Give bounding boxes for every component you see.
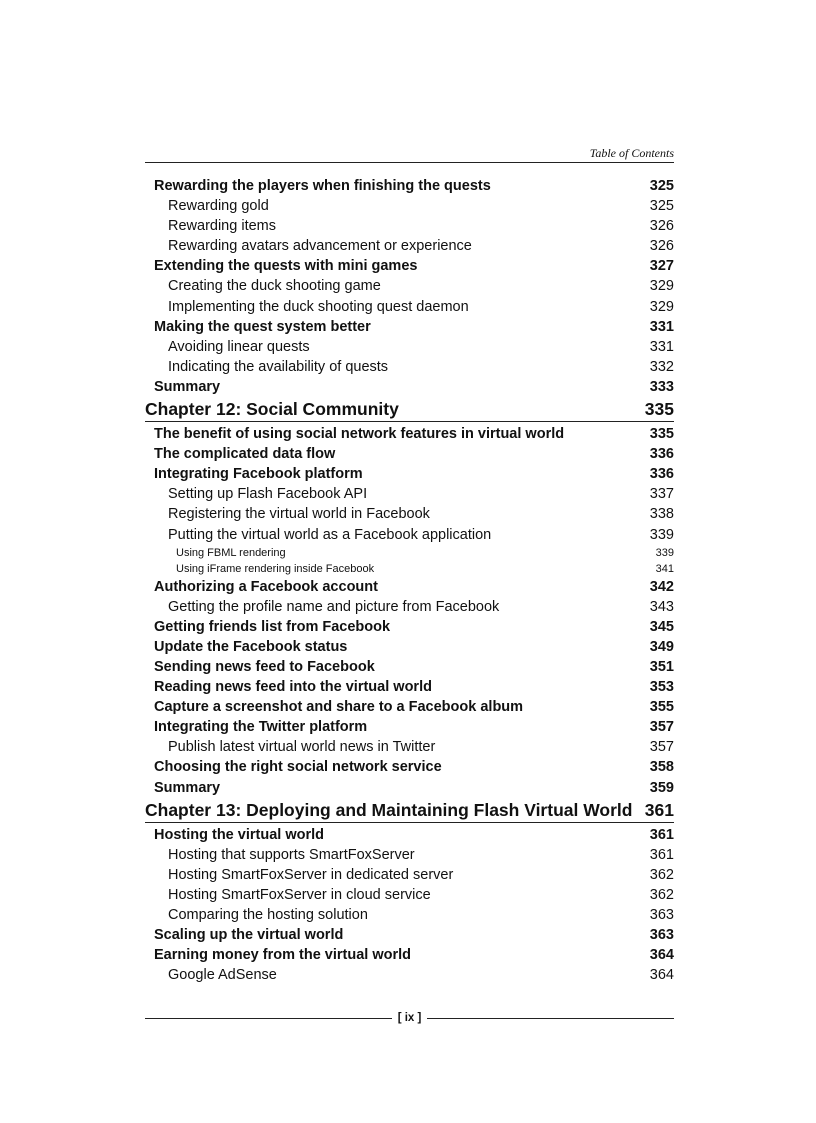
toc-entry-title: Chapter 12: Social Community bbox=[145, 399, 399, 420]
toc-entry-page: 331 bbox=[649, 318, 674, 335]
toc-section[interactable] bbox=[145, 464, 674, 484]
toc-section[interactable] bbox=[145, 317, 674, 337]
toc-subsection[interactable] bbox=[145, 525, 674, 545]
toc-section[interactable] bbox=[145, 444, 674, 464]
toc-entry-page: 357 bbox=[649, 739, 674, 756]
toc-entry-page: 363 bbox=[649, 927, 674, 944]
toc-entry-title: Using iFrame rendering inside Facebook bbox=[176, 562, 375, 575]
toc-entry-page: 332 bbox=[649, 358, 674, 375]
toc-entry-title: Sending news feed to Facebook bbox=[154, 658, 375, 675]
toc-entry-title: Integrating the Twitter platform bbox=[154, 719, 368, 736]
toc-section[interactable] bbox=[145, 697, 674, 717]
running-header: Table of Contents bbox=[589, 146, 674, 160]
toc-section[interactable] bbox=[145, 256, 674, 276]
toc-section[interactable] bbox=[145, 377, 674, 397]
toc-section[interactable] bbox=[145, 717, 674, 737]
toc-entry-title: Avoiding linear quests bbox=[168, 338, 310, 355]
toc-entry-page: 362 bbox=[649, 886, 674, 903]
toc-section[interactable] bbox=[145, 925, 674, 945]
toc-subsection[interactable] bbox=[145, 276, 674, 296]
toc-entry-page: 351 bbox=[649, 658, 674, 675]
toc-entry-title: Comparing the hosting solution bbox=[168, 907, 368, 923]
toc-entry-page: 359 bbox=[649, 779, 674, 796]
toc-entry-page: 355 bbox=[649, 699, 674, 716]
toc-subsection[interactable] bbox=[145, 865, 674, 885]
toc-entry-page: 331 bbox=[649, 338, 674, 355]
toc-subsection[interactable] bbox=[145, 965, 674, 985]
toc-entry-page: 339 bbox=[649, 526, 674, 543]
toc-entry-page: 335 bbox=[644, 399, 674, 420]
toc-entry-page: 357 bbox=[649, 719, 674, 736]
toc-entry-page: 325 bbox=[649, 198, 674, 215]
toc-subsection[interactable] bbox=[145, 845, 674, 865]
toc-entry-page: 361 bbox=[649, 846, 674, 863]
toc-entry-page: 339 bbox=[655, 546, 674, 559]
toc-entry-page: 338 bbox=[649, 506, 674, 523]
toc-entry-title: Hosting SmartFoxServer in dedicated server bbox=[168, 866, 454, 883]
toc-entry-title: Using FBML rendering bbox=[176, 546, 286, 559]
toc-entry-title: Getting friends list from Facebook bbox=[154, 618, 391, 635]
toc-entry-title: Authorizing a Facebook account bbox=[154, 578, 378, 595]
toc-entry-page: 342 bbox=[649, 578, 674, 595]
toc-entry-title: Update the Facebook status bbox=[154, 638, 348, 655]
toc-entry-page: 341 bbox=[655, 562, 674, 575]
toc-subsection[interactable] bbox=[145, 297, 674, 317]
toc-entry-page: 361 bbox=[644, 799, 674, 820]
toc-entry-title: Choosing the right social network service bbox=[154, 759, 442, 776]
toc-subsection[interactable] bbox=[145, 236, 674, 256]
toc-section[interactable] bbox=[145, 424, 674, 444]
toc-subsection[interactable] bbox=[145, 216, 674, 236]
toc-entry-page: 345 bbox=[649, 618, 674, 635]
toc-entry-page: 329 bbox=[649, 278, 674, 295]
toc-entry-title: Capture a screenshot and share to a Facebook album bbox=[154, 699, 524, 716]
toc-entry-page: 349 bbox=[649, 638, 674, 655]
toc-entry-title: Reading news feed into the virtual world bbox=[154, 679, 432, 696]
footer-rule-left bbox=[145, 1018, 392, 1019]
toc-entry-title: Hosting that supports SmartFoxServer bbox=[168, 846, 415, 863]
toc-entry-title: Rewarding avatars advancement or experience bbox=[168, 238, 472, 255]
toc-entry-title: Rewarding items bbox=[168, 218, 276, 235]
toc-entry-title: Google AdSense bbox=[168, 967, 277, 984]
toc-subsection[interactable] bbox=[145, 597, 674, 617]
toc-entry-page: 335 bbox=[649, 426, 674, 443]
toc-entry-page: 364 bbox=[649, 967, 674, 984]
toc-entry-page: 361 bbox=[649, 826, 674, 843]
toc-entry-title: Chapter 13: Deploying and Maintaining Flash Virtual World bbox=[145, 799, 633, 820]
toc-section[interactable] bbox=[145, 945, 674, 965]
toc-entry-page: 327 bbox=[649, 258, 674, 275]
toc-entry-page: 326 bbox=[649, 218, 674, 235]
toc-subsubsection[interactable] bbox=[145, 545, 674, 561]
toc-entry-title: Earning money from the virtual world bbox=[154, 947, 412, 964]
toc-section[interactable] bbox=[145, 677, 674, 697]
toc-subsection[interactable] bbox=[145, 196, 674, 216]
page-footer bbox=[145, 1012, 674, 1024]
toc-subsection[interactable] bbox=[145, 737, 674, 757]
toc-entry-page: 333 bbox=[649, 378, 674, 395]
toc-entry-title: Rewarding gold bbox=[168, 198, 269, 215]
header-rule bbox=[145, 162, 674, 163]
toc-section[interactable] bbox=[145, 176, 674, 196]
toc-section[interactable] bbox=[145, 577, 674, 597]
toc-entry-page: 337 bbox=[649, 486, 674, 503]
toc-entry-title: Implementing the duck shooting quest daemon bbox=[168, 298, 469, 315]
toc-entry-title: The benefit of using social network features in virtual world bbox=[154, 426, 565, 443]
toc-entry-title: Setting up Flash Facebook API bbox=[168, 486, 368, 503]
toc-entry-title: Publish latest virtual world news in Twitter bbox=[168, 739, 436, 756]
toc-entry-page: 364 bbox=[649, 947, 674, 964]
toc-section[interactable] bbox=[145, 825, 674, 845]
toc-chapter[interactable] bbox=[145, 398, 674, 422]
toc-subsection[interactable] bbox=[145, 504, 674, 524]
toc-subsubsection[interactable] bbox=[145, 561, 674, 577]
toc-entry-title: Hosting the virtual world bbox=[154, 826, 324, 843]
toc-subsection[interactable] bbox=[145, 337, 674, 357]
footer-rule-right bbox=[427, 1018, 674, 1019]
toc-section[interactable] bbox=[145, 637, 674, 657]
toc-entry-page: 329 bbox=[649, 298, 674, 315]
toc-entry-title: Indicating the availability of quests bbox=[168, 358, 389, 375]
toc-entry-title: Making the quest system better bbox=[154, 318, 371, 335]
toc-entry-page: 326 bbox=[649, 238, 674, 255]
toc-section[interactable] bbox=[145, 617, 674, 637]
toc-subsection[interactable] bbox=[145, 357, 674, 377]
toc-entry-page: 343 bbox=[649, 598, 674, 615]
toc-entry-title: Creating the duck shooting game bbox=[168, 278, 381, 295]
toc-subsection[interactable] bbox=[145, 484, 674, 504]
toc-entry-page: 358 bbox=[649, 759, 674, 776]
toc-entry-title: Summary bbox=[154, 779, 221, 796]
toc-entry-page: 353 bbox=[649, 679, 674, 696]
toc-section[interactable] bbox=[145, 657, 674, 677]
toc-entry-page: 336 bbox=[649, 446, 674, 463]
page-number: [ ix ] bbox=[397, 1012, 422, 1024]
toc-entry-page: 336 bbox=[649, 466, 674, 483]
toc-entry-title: Integrating Facebook platform bbox=[154, 466, 363, 483]
toc-entry-title: The complicated data flow bbox=[154, 446, 336, 463]
toc-entry-page: 362 bbox=[649, 866, 674, 883]
toc-entry-title: Registering the virtual world in Facebook bbox=[168, 506, 430, 523]
toc-entry-title: Rewarding the players when finishing the quests bbox=[154, 178, 491, 194]
toc-entry-title: Extending the quests with mini games bbox=[154, 258, 418, 275]
toc-section[interactable] bbox=[145, 778, 674, 798]
toc-entry-title: Putting the virtual world as a Facebook application bbox=[168, 526, 492, 543]
toc-section[interactable] bbox=[145, 757, 674, 777]
toc-chapter[interactable] bbox=[145, 799, 674, 823]
toc-entry-page: 363 bbox=[649, 907, 674, 923]
table-of-contents bbox=[145, 176, 674, 985]
toc-entry-title: Hosting SmartFoxServer in cloud service bbox=[168, 886, 431, 903]
toc-entry-title: Getting the profile name and picture from Facebook bbox=[168, 598, 500, 615]
toc-entry-title: Summary bbox=[154, 378, 221, 395]
toc-entry-title: Scaling up the virtual world bbox=[154, 927, 344, 944]
toc-entry-page: 325 bbox=[649, 178, 674, 194]
toc-subsection[interactable] bbox=[145, 885, 674, 905]
toc-subsection[interactable] bbox=[145, 905, 674, 925]
